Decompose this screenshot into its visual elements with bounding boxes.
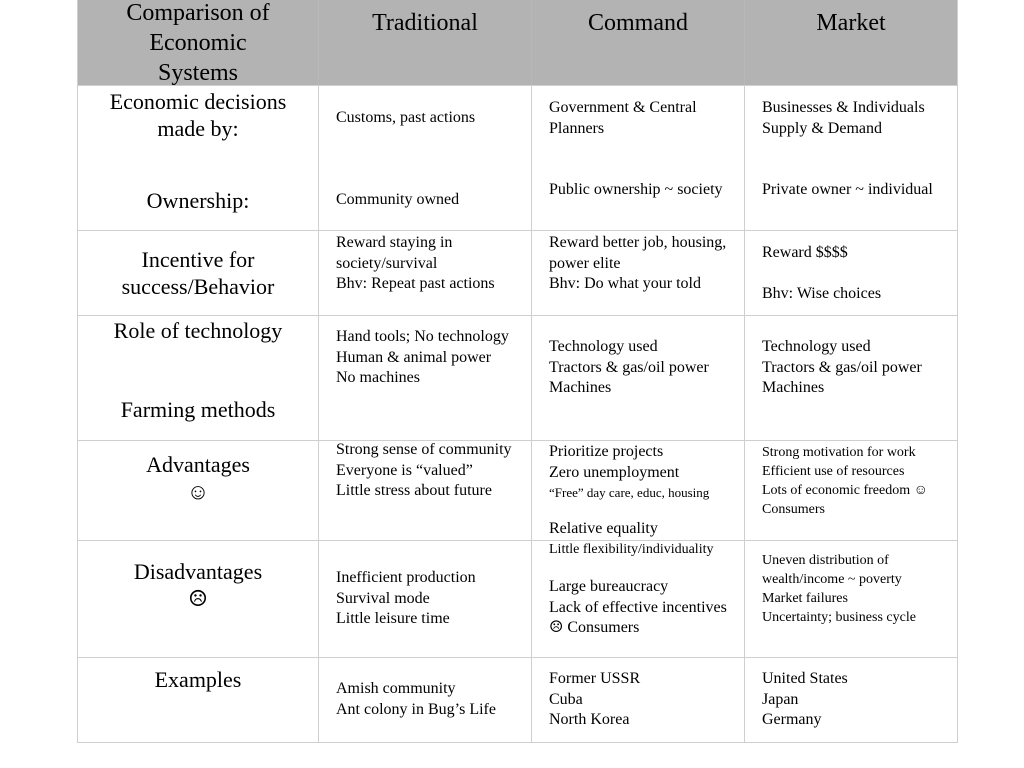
cell-market: [744, 541, 957, 657]
row-label-disadvantages: Disadvantages: [133, 559, 263, 584]
traditional-examples-text: Amish community Ant colony in Bug’s Life: [336, 680, 496, 718]
row-label-examples: Examples: [154, 667, 242, 692]
row-incentive: [78, 230, 957, 315]
traditional-ownership-text: Community owned: [336, 191, 460, 208]
row-label-cell: [78, 541, 318, 657]
cell-market: [744, 441, 957, 540]
market-incentive-behavior: Bhv: Wise choices: [762, 285, 882, 302]
command-advantages-equality: Relative equality: [549, 520, 658, 537]
row-label-cell: [78, 86, 318, 230]
table-title: Comparison of Economic Systems: [126, 0, 270, 85]
command-advantages-free-services: “Free” day care, educ, housing: [549, 485, 710, 500]
row-label-cell: [78, 441, 318, 540]
row-disadvantages: [78, 540, 957, 657]
row-technology: [78, 315, 957, 440]
cell-command: [531, 231, 744, 315]
traditional-advantages-text: Strong sense of community Everyone is “valued” Little stress about future: [336, 441, 512, 499]
command-incentive-text: Reward better job, housing, power elite Bhv: Do what your told: [549, 234, 727, 292]
cell-market: [744, 231, 957, 315]
traditional-incentive-text: Reward staying in society/survival Bhv: Repeat past actions: [336, 234, 495, 292]
cell-traditional: [318, 441, 531, 540]
row-label-cell: [78, 231, 318, 315]
row-label-cell: [78, 658, 318, 742]
frown-icon: ☹: [188, 586, 208, 611]
command-advantages-text: Prioritize projects Zero unemployment: [549, 443, 680, 481]
market-technology-text: Technology used Tractors & gas/oil power Machines: [762, 338, 922, 396]
row-label-technology: Role of technology: [113, 318, 283, 343]
market-examples-text: United States Japan Germany: [762, 670, 848, 728]
command-disadvantages-flexibility: Little flexibility/individuality: [549, 542, 714, 557]
header-market-cell: [744, 0, 957, 85]
command-disadvantages-text: Large bureaucracy Lack of effective incentives ☹ Consumers: [549, 578, 727, 636]
column-header-command: Command: [588, 10, 688, 36]
market-ownership-text: Private owner ~ individual: [762, 181, 933, 198]
column-header-market: Market: [816, 10, 886, 36]
row-advantages: [78, 440, 957, 540]
row-label-cell: [78, 316, 318, 440]
command-ownership-text: Public ownership ~ society: [549, 181, 723, 198]
cell-command: [531, 541, 744, 657]
cell-command: [531, 86, 744, 230]
cell-traditional: [318, 86, 531, 230]
cell-market: [744, 658, 957, 742]
header-traditional-cell: [318, 0, 531, 85]
row-label-decisions: Economic decisions made by:: [109, 89, 287, 141]
row-label-incentive: Incentive for success/Behavior: [121, 247, 275, 299]
row-decisions-ownership: [78, 85, 957, 230]
command-decisions-text: Government & Central Planners: [549, 99, 697, 137]
market-advantages-text: Strong motivation for work Efficient use of resources Lots of economic freedom ☺ Consumers: [762, 445, 928, 517]
cell-market: [744, 86, 957, 230]
command-technology-text: Technology used Tractors & gas/oil power Machines: [549, 338, 709, 396]
market-disadvantages-text: Uneven distribution of wealth/income ~ poverty Market failures Uncertainty; business cycle: [762, 553, 916, 625]
traditional-disadvantages-text: Inefficient production Survival mode Little leisure time: [336, 569, 476, 627]
traditional-technology-text: Hand tools; No technology Human & animal power No machines: [336, 328, 509, 386]
cell-traditional: [318, 658, 531, 742]
row-label-ownership: Ownership:: [146, 188, 250, 213]
comparison-table: [77, 0, 958, 743]
cell-market: [744, 316, 957, 440]
header-command-cell: [531, 0, 744, 85]
row-label-advantages: Advantages: [146, 452, 250, 477]
cell-command: [531, 316, 744, 440]
cell-traditional: [318, 316, 531, 440]
market-decisions-text: Businesses & Individuals Supply & Demand: [762, 99, 925, 137]
row-label-farming: Farming methods: [120, 397, 276, 422]
header-corner-cell: [78, 0, 318, 85]
header-row: [78, 0, 957, 85]
market-incentive-reward: Reward $$$$: [762, 244, 848, 261]
cell-traditional: [318, 231, 531, 315]
cell-traditional: [318, 541, 531, 657]
row-examples: [78, 657, 957, 742]
traditional-decisions-text: Customs, past actions: [336, 109, 476, 126]
smiley-icon: ☺: [186, 479, 210, 504]
cell-command: [531, 441, 744, 540]
column-header-traditional: Traditional: [372, 10, 478, 36]
cell-command: [531, 658, 744, 742]
command-examples-text: Former USSR Cuba North Korea: [549, 670, 641, 728]
